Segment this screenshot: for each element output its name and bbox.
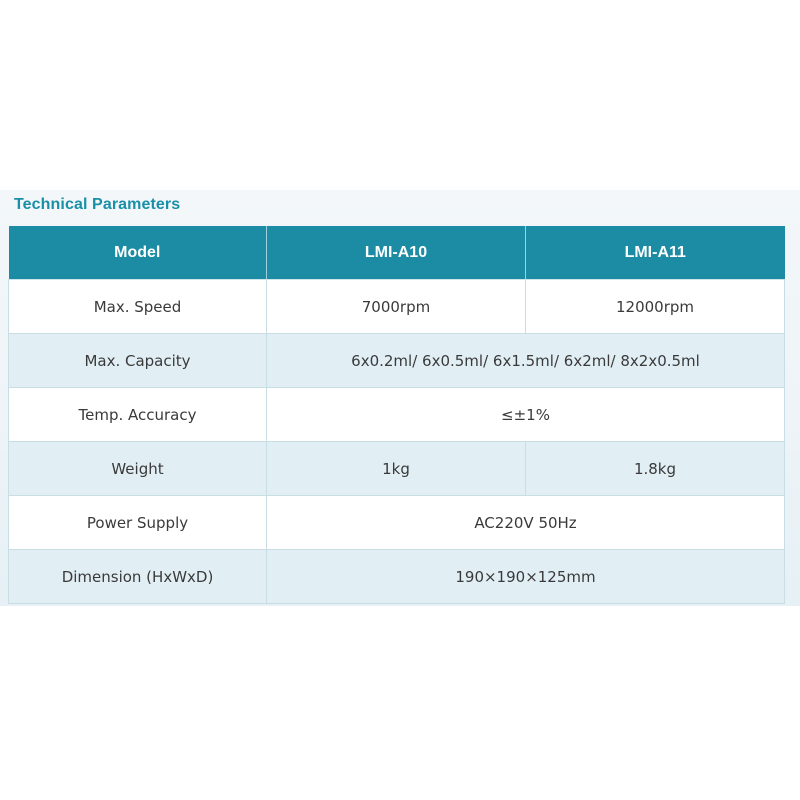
row-value-a10: 1kg xyxy=(267,442,526,496)
row-value-a11: 12000rpm xyxy=(526,280,785,334)
header-row xyxy=(9,226,785,280)
row-value-merged: 190×190×125mm xyxy=(267,550,785,604)
header-model-label: Model xyxy=(9,226,267,280)
header-model-a10: LMI-A10 xyxy=(267,226,526,280)
row-value-a10: 7000rpm xyxy=(267,280,526,334)
spec-row-temp-accuracy xyxy=(9,388,785,442)
spec-row-max-capacity xyxy=(9,334,785,388)
header-model-a11: LMI-A11 xyxy=(526,226,785,280)
row-label: Dimension (HxWxD) xyxy=(9,550,267,604)
section-title: Technical Parameters xyxy=(14,196,181,213)
row-value-a11: 1.8kg xyxy=(526,442,785,496)
spec-row-dimension xyxy=(9,550,785,604)
row-label: Power Supply xyxy=(9,496,267,550)
row-value-merged: ≤±1% xyxy=(267,388,785,442)
spec-row-power-supply xyxy=(9,496,785,550)
spec-row-weight xyxy=(9,442,785,496)
spec-row-max-speed xyxy=(9,280,785,334)
row-label: Max. Speed xyxy=(9,280,267,334)
row-value-merged: AC220V 50Hz xyxy=(267,496,785,550)
row-value-merged: 6x0.2ml/ 6x0.5ml/ 6x1.5ml/ 6x2ml/ 8x2x0.5ml xyxy=(267,334,785,388)
row-label: Weight xyxy=(9,442,267,496)
row-label: Max. Capacity xyxy=(9,334,267,388)
spec-table xyxy=(8,226,785,604)
row-label: Temp. Accuracy xyxy=(9,388,267,442)
